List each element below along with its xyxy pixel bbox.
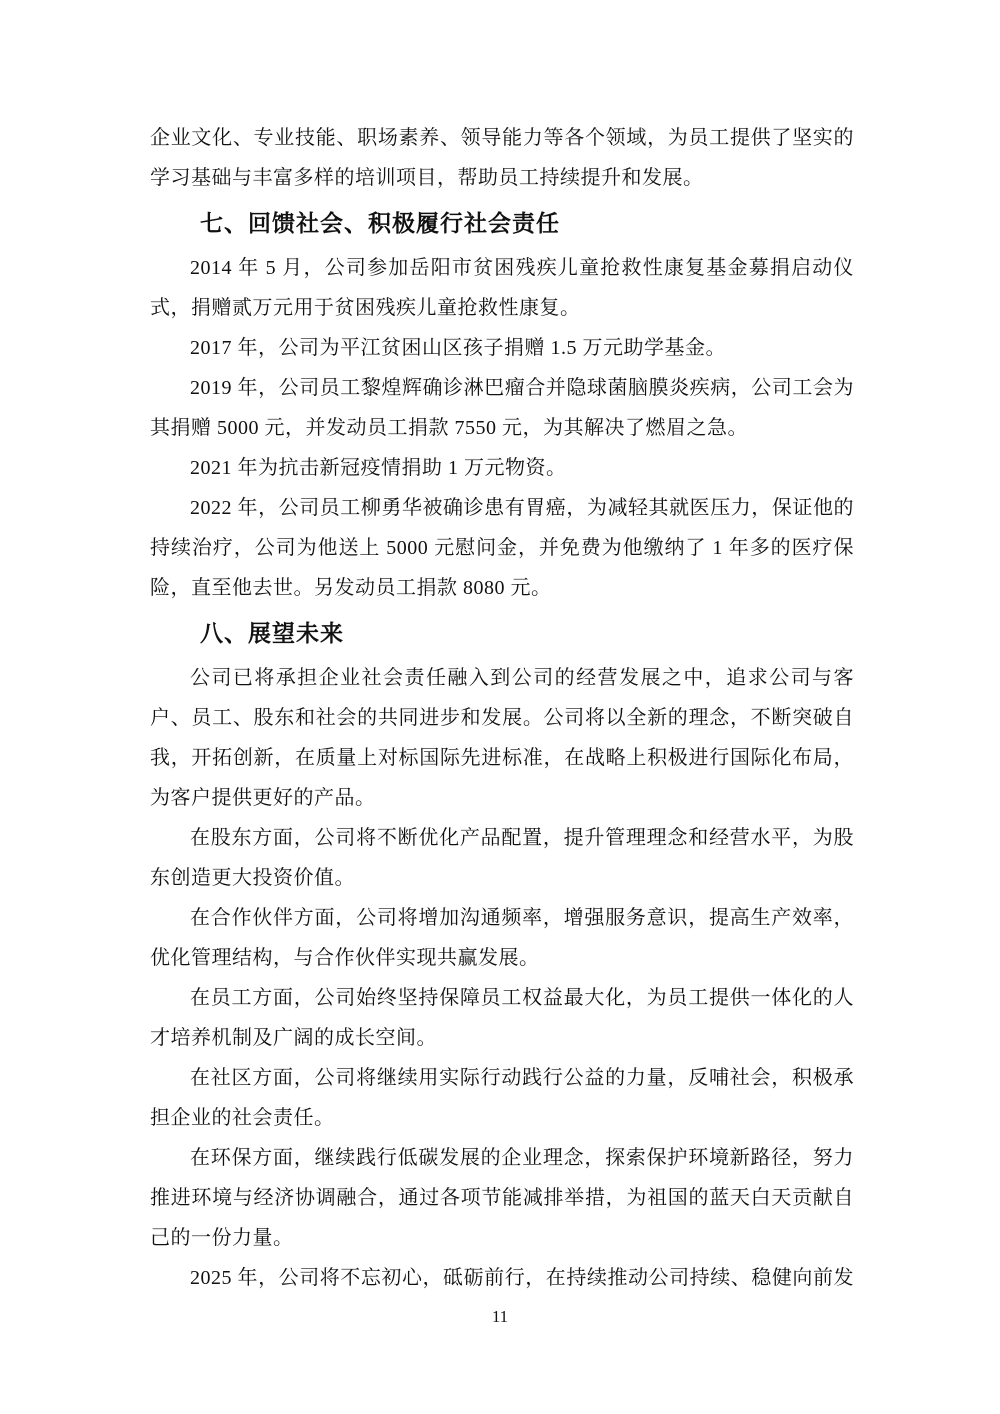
paragraph-outlook-shareholders: 在股东方面，公司将不断优化产品配置，提升管理理念和经营水平，为股东创造更大投资价值。 <box>150 827 854 889</box>
paragraph-outlook-employees: 在员工方面，公司始终坚持保障员工权益最大化，为员工提供一体化的人才培养机制及广阔的成长空间。 <box>150 987 854 1049</box>
paragraph-2017-donation: 2017 年，公司为平江贫困山区孩子捐赠 1.5 万元助学基金。 <box>190 337 726 359</box>
paragraph-outlook-overview: 公司已将承担企业社会责任融入到公司的经营发展之中，追求公司与客户、员工、股东和社会的共同进步和发展。公司将以全新的理念，不断突破自我，开拓创新，在质量上对标国际先进标准，在战略上积极进行国际化布局，为客户提供更好的产品。 <box>150 667 854 809</box>
paragraph-2014-donation: 2014 年 5 月，公司参加岳阳市贫困残疾儿童抢救性康复基金募捐启动仪式，捐赠贰万元用于贫困残疾儿童抢救性康复。 <box>150 257 854 319</box>
paragraph-outlook-community: 在社区方面，公司将继续用实际行动践行公益的力量，反哺社会，积极承担企业的社会责任。 <box>150 1067 854 1129</box>
section-heading-future-outlook: 八、展望未来 <box>200 620 344 646</box>
paragraph-2019-donation: 2019 年，公司员工黎煌辉确诊淋巴瘤合并隐球菌脑膜炎疾病，公司工会为其捐赠 5000 元，并发动员工捐款 7550 元，为其解决了燃眉之急。 <box>150 377 854 439</box>
page-number: 11 <box>491 1307 509 1326</box>
page-content <box>150 118 854 1298</box>
section-heading-give-back-to-society: 七、回馈社会、积极履行社会责任 <box>200 210 560 236</box>
paragraph-outlook-partners: 在合作伙伴方面，公司将增加沟通频率，增强服务意识，提高生产效率，优化管理结构，与合作伙伴实现共赢发展。 <box>150 907 854 969</box>
paragraph-2021-donation: 2021 年为抗击新冠疫情捐助 1 万元物资。 <box>190 457 567 479</box>
continued-paragraph: 企业文化、专业技能、职场素养、领导能力等各个领域，为员工提供了坚实的学习基础与丰富多样的培训项目，帮助员工持续提升和发展。 <box>150 127 854 189</box>
paragraph-outlook-2025-cutoff: 2025 年，公司将不忘初心，砥砺前行，在持续推动公司持续、稳健向前发 <box>190 1267 854 1289</box>
paragraph-outlook-environment: 在环保方面，继续践行低碳发展的企业理念，探索保护环境新路径，努力推进环境与经济协调融合，通过各项节能减排举措，为祖国的蓝天白天贡献自己的一份力量。 <box>150 1147 854 1249</box>
paragraph-2022-donation: 2022 年，公司员工柳勇华被确诊患有胃癌，为减轻其就医压力，保证他的持续治疗，公司为他送上 5000 元慰问金，并免费为他缴纳了 1 年多的医疗保险，直至他去世。另发动员工捐款 8080 元。 <box>150 497 854 599</box>
